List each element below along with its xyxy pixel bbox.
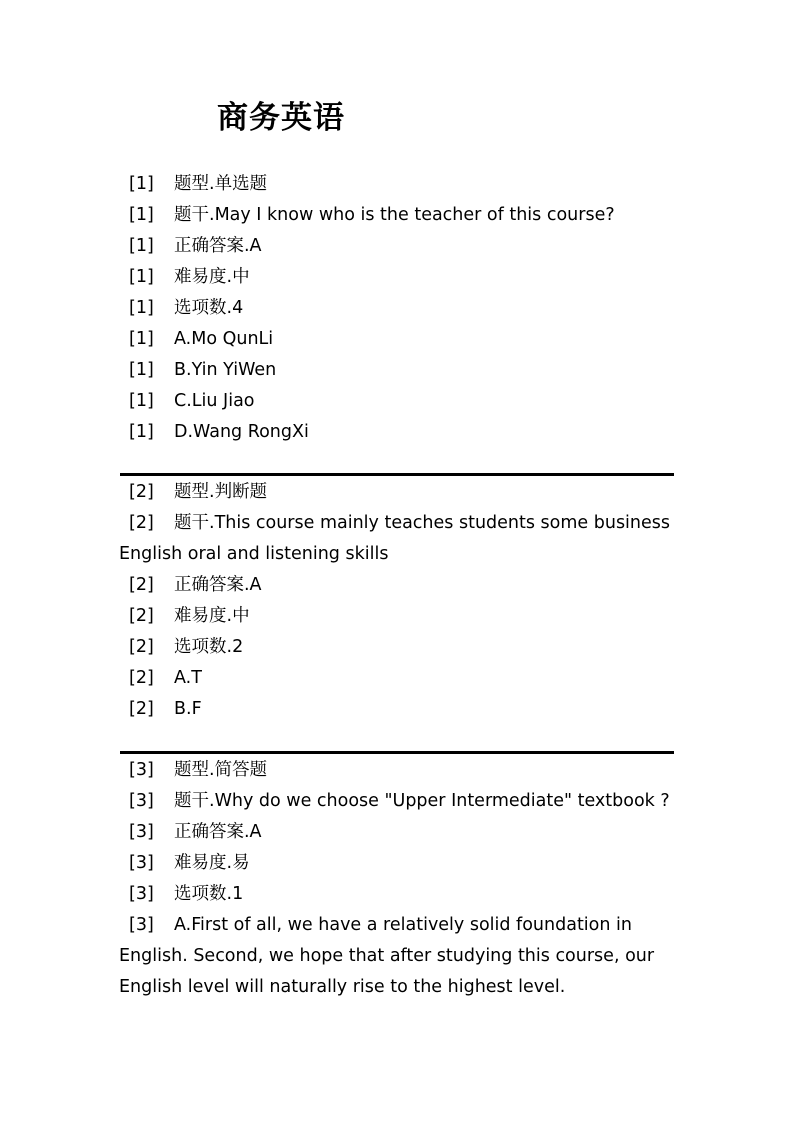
question-option-count-line bbox=[119, 632, 679, 663]
question-tag: [1] bbox=[129, 422, 154, 442]
question-option: A.Mo QunLi bbox=[174, 329, 274, 349]
section-divider bbox=[120, 473, 674, 476]
question-difficulty: 难易度.易 bbox=[174, 853, 250, 873]
question-tag: [1] bbox=[129, 267, 154, 287]
question-option-paragraph bbox=[119, 910, 679, 1003]
question-type: 题型.单选题 bbox=[174, 174, 268, 194]
question-tag: [2] bbox=[129, 606, 154, 626]
question-difficulty-line bbox=[119, 848, 679, 879]
question-tag: [1] bbox=[129, 205, 154, 225]
question-tag: [1] bbox=[129, 329, 154, 349]
question-option-count: 选项数.1 bbox=[174, 884, 244, 904]
question-type: 题型.简答题 bbox=[174, 760, 268, 780]
question-tag: [2] bbox=[129, 637, 154, 657]
question-option-line bbox=[119, 663, 679, 694]
question-tag: [1] bbox=[129, 298, 154, 318]
question-option: A.T bbox=[174, 668, 202, 688]
question-difficulty: 难易度.中 bbox=[174, 267, 250, 287]
question-stem: 题干.May I know who is the teacher of this course? bbox=[174, 205, 615, 225]
question-stem: 题干.Why do we choose "Upper Intermediate" textbook ? bbox=[174, 791, 670, 811]
question-tag: [3] bbox=[129, 915, 154, 935]
question-tag: [2] bbox=[129, 575, 154, 595]
question-option-line bbox=[119, 386, 679, 417]
question-answer: 正确答案.A bbox=[174, 575, 262, 595]
question-answer: 正确答案.A bbox=[174, 236, 262, 256]
question-option-count: 选项数.2 bbox=[174, 637, 244, 657]
question-option: A.First of all, we have a relatively solid foundation in English. Second, we hope that after studying this course, our English level will naturally rise to the highest level. bbox=[119, 915, 655, 997]
question-difficulty-line bbox=[119, 262, 679, 293]
section-divider bbox=[120, 751, 674, 754]
question-tag: [2] bbox=[129, 482, 154, 502]
question-tag: [2] bbox=[129, 668, 154, 688]
question-option-count-line bbox=[119, 293, 679, 324]
question-option-line bbox=[119, 417, 679, 448]
question-answer-line bbox=[119, 231, 679, 262]
question-tag: [3] bbox=[129, 791, 154, 811]
question-option-line bbox=[119, 324, 679, 355]
question-answer: 正确答案.A bbox=[174, 822, 262, 842]
question-block-3 bbox=[119, 755, 679, 1003]
question-tag: [1] bbox=[129, 174, 154, 194]
question-tag: [1] bbox=[129, 360, 154, 380]
question-difficulty: 难易度.中 bbox=[174, 606, 250, 626]
question-option-line bbox=[119, 355, 679, 386]
question-tag: [2] bbox=[129, 513, 154, 533]
question-type-line bbox=[119, 169, 679, 200]
question-tag: [1] bbox=[129, 391, 154, 411]
question-option: C.Liu Jiao bbox=[174, 391, 255, 411]
question-answer-line bbox=[119, 570, 679, 601]
question-tag: [3] bbox=[129, 760, 154, 780]
question-stem: 题干.This course mainly teaches students some business English oral and listening skills bbox=[119, 513, 671, 564]
question-option: B.F bbox=[174, 699, 202, 719]
question-block-2 bbox=[119, 477, 679, 725]
question-block-1 bbox=[119, 169, 679, 448]
question-difficulty-line bbox=[119, 601, 679, 632]
question-option-line bbox=[119, 694, 679, 725]
question-type: 题型.判断题 bbox=[174, 482, 268, 502]
question-tag: [2] bbox=[129, 699, 154, 719]
question-stem-paragraph bbox=[119, 508, 679, 570]
question-option: D.Wang RongXi bbox=[174, 422, 309, 442]
question-type-line bbox=[119, 755, 679, 786]
question-stem-line bbox=[119, 200, 679, 231]
question-answer-line bbox=[119, 817, 679, 848]
question-tag: [3] bbox=[129, 853, 154, 873]
question-option: B.Yin YiWen bbox=[174, 360, 277, 380]
question-tag: [3] bbox=[129, 822, 154, 842]
document-title: 商务英语 bbox=[217, 100, 345, 136]
question-tag: [1] bbox=[129, 236, 154, 256]
question-option-count: 选项数.4 bbox=[174, 298, 244, 318]
question-type-line bbox=[119, 477, 679, 508]
question-tag: [3] bbox=[129, 884, 154, 904]
question-stem-line bbox=[119, 786, 679, 817]
question-option-count-line bbox=[119, 879, 679, 910]
